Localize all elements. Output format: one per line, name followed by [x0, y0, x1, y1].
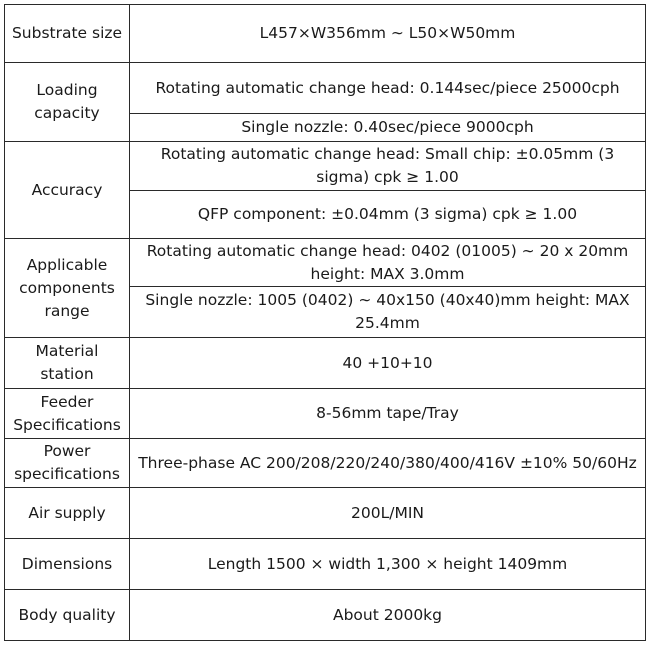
spec-table	[4, 4, 646, 641]
table-row	[5, 488, 646, 539]
table-row	[5, 539, 646, 590]
table-row	[5, 239, 646, 287]
row-value-feeder-specifications: 8-56mm tape/Tray	[130, 389, 646, 439]
row-value-components-range-1: Rotating automatic change head: 0402 (01005) ∼ 20 x 20mm height: MAX 3.0mm	[130, 239, 646, 287]
table-row	[5, 389, 646, 439]
row-value-body-quality: About 2000kg	[130, 590, 646, 641]
row-value-components-range-2: Single nozzle: 1005 (0402) ∼ 40x150 (40x40)mm height: MAX 25.4mm	[130, 287, 646, 338]
row-label-material-station: Material station	[5, 338, 130, 389]
row-label-dimensions: Dimensions	[5, 539, 130, 590]
table-row	[5, 63, 646, 114]
row-label-loading-capacity: Loading capacity	[5, 63, 130, 142]
row-value-air-supply: 200L/MIN	[130, 488, 646, 539]
row-value-dimensions: Length 1500 × width 1,300 × height 1409mm	[130, 539, 646, 590]
row-value-substrate-size: L457×W356mm ∼ L50×W50mm	[130, 5, 646, 63]
table-row	[5, 142, 646, 191]
table-row	[5, 5, 646, 63]
row-label-applicable-components-range: Applicable components range	[5, 239, 130, 338]
row-value-material-station: 40 +10+10	[130, 338, 646, 389]
row-label-feeder-specifications: Feeder Specifications	[5, 389, 130, 439]
row-value-loading-capacity-1: Rotating automatic change head: 0.144sec/piece 25000cph	[130, 63, 646, 114]
row-value-accuracy-2: QFP component: ±0.04mm (3 sigma) cpk ≥ 1.00	[130, 191, 646, 239]
spec-table-container	[4, 4, 646, 641]
row-label-accuracy: Accuracy	[5, 142, 130, 239]
table-row	[5, 439, 646, 488]
row-label-substrate-size: Substrate size	[5, 5, 130, 63]
row-value-power-specifications: Three-phase AC 200/208/220/240/380/400/416V ±10% 50/60Hz	[130, 439, 646, 488]
row-label-air-supply: Air supply	[5, 488, 130, 539]
row-value-accuracy-1: Rotating automatic change head: Small chip: ±0.05mm (3 sigma) cpk ≥ 1.00	[130, 142, 646, 191]
row-label-power-specifications: Power specifications	[5, 439, 130, 488]
table-row	[5, 338, 646, 389]
row-value-loading-capacity-2: Single nozzle: 0.40sec/piece 9000cph	[130, 114, 646, 142]
row-label-body-quality: Body quality	[5, 590, 130, 641]
table-row	[5, 590, 646, 641]
